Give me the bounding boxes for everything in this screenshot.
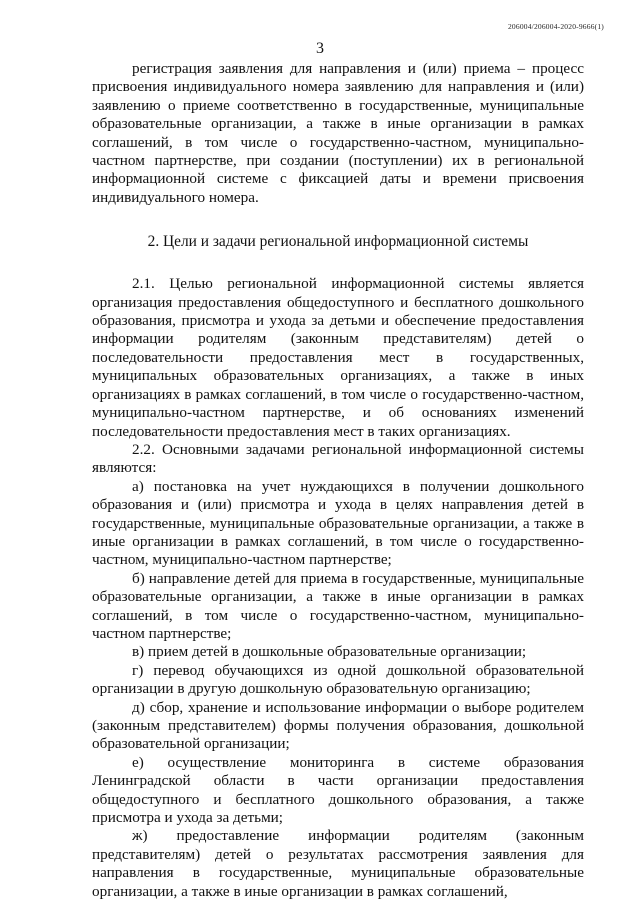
intro-paragraph: регистрация заявления для направления и (или) приема – процесс присвоения индивидуального номера заявлению для направления и (или) заявлению о приеме соответственно в государственные, муниципальные образовательные организации, а также в иные организации в рамках соглашений, в том числе о государственно-частном, муниципально-частном партнерстве, при создании (поступлении) их в региональной информационной системе с фиксацией даты и времени присвоения индивидуального номера.	[92, 60, 584, 206]
section-title: 2. Цели и задачи региональной информационной системы	[147, 233, 529, 251]
list-item-e: е) осуществление мониторинга в системе образования Ленинградской области в части организации предоставления общедоступного и бесплатного дошкольного образования, а также присмотра и ухода за детьми;	[92, 753, 584, 827]
list-item-b: б) направление детей для приема в государственные, муниципальные образовательные организации, а также в иные организации в рамках соглашений, в том числе о государственно-частном, муниципально-частном партнерстве;	[92, 569, 584, 642]
paragraph-2-2: 2.2. Основными задачами региональной информационной системы являются:	[92, 440, 584, 477]
document-body	[92, 60, 584, 901]
list-item-v: в) прием детей в дошкольные образовательные организации;	[132, 643, 527, 661]
list-item-zh: ж) предоставление информации родителям (законным представителям) детей о результатах рассмотрения заявления для направления в государственные, муниципальные образовательные организации, а также в иные организации в рамках соглашений,	[92, 827, 584, 900]
list-item-d: д) сбор, хранение и использование информации о выборе родителем (законным представителем) формы получения образования, дошкольной образовательной организации;	[92, 698, 584, 753]
paragraph-2-1: 2.1. Целью региональной информационной системы является организация предоставления общедоступного и бесплатного дошкольного образования, присмотра и ухода за детьми и обеспечение предоставления информации родителям (законным представителям) детей о последовательности предоставления мест в государственных, муниципальных образовательных организациях, а также в иных организациях в рамках соглашений, в том числе о государственно-частном, муниципально-частном партнерстве, и об основаниях изменений последовательности предоставления мест в таких организациях.	[92, 275, 584, 440]
list-item-a: а) постановка на учет нуждающихся в получении дошкольного образования и (или) присмотра и ухода в целях направления детей в государственные, муниципальные образовательные организации, а также в иные организации в рамках соглашений, в том числе о государственно-частном, муниципально-частном партнерстве;	[92, 477, 584, 569]
list-item-g: г) перевод обучающихся из одной дошкольной образовательной организации в другую дошкольную образовательную организацию;	[92, 661, 584, 698]
document-id: 206004/206004-2020-9666(1)	[507, 22, 604, 31]
page-number: 3	[316, 40, 324, 57]
